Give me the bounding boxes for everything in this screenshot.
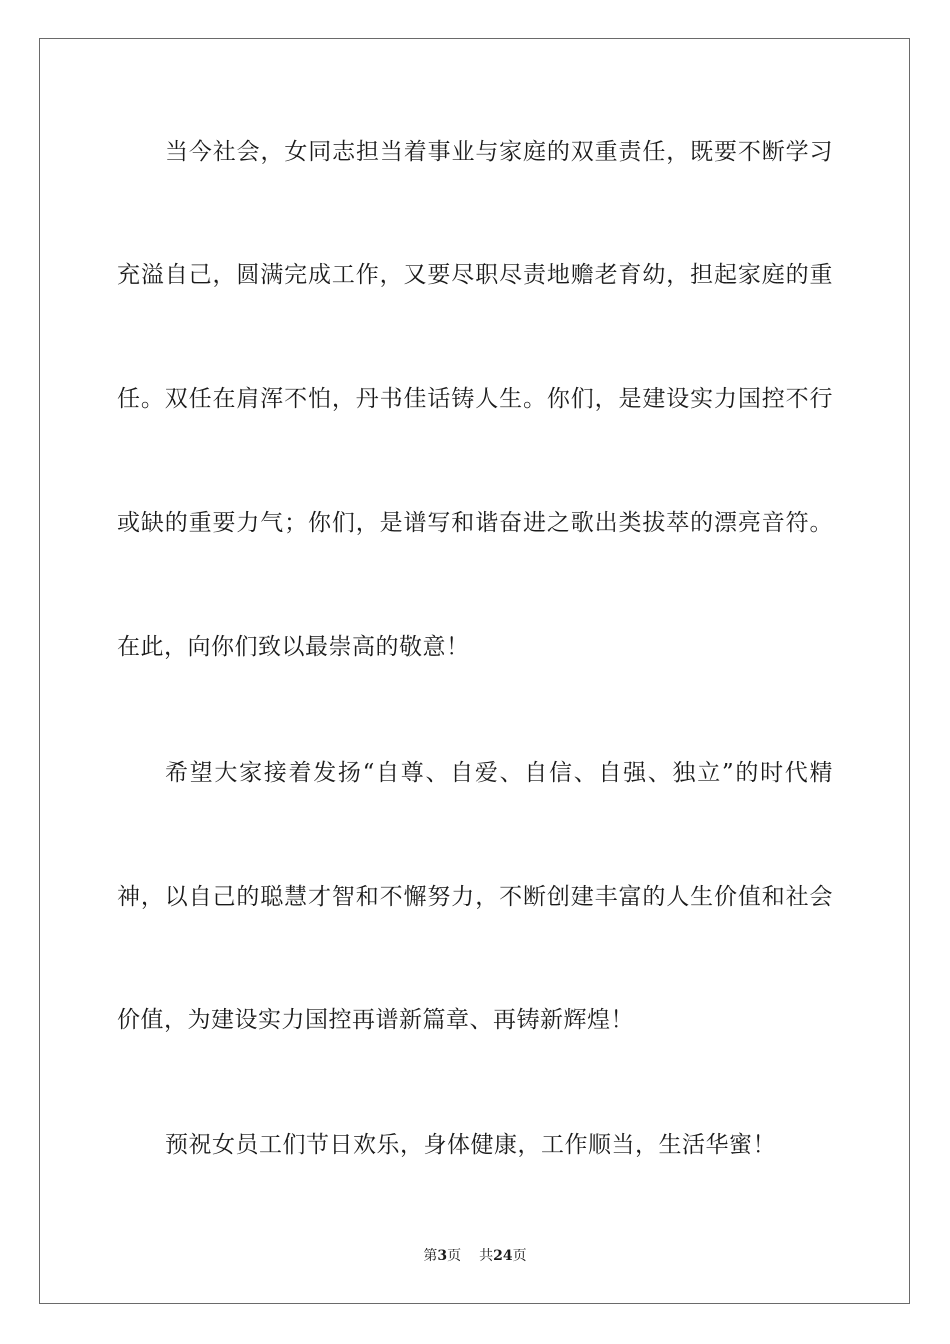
footer-page-prefix: 第 (423, 1248, 438, 1264)
footer-total-suffix: 页 (512, 1248, 527, 1264)
paragraph-1-line-2: 充溢自己，圆满完成工作，又要尽职尽责地赡老育幼，担起家庭的重 (117, 262, 833, 288)
paragraph-2-line-2: 神，以自己的聪慧才智和不懈努力，不断创建丰富的人生价值和社会 (117, 884, 833, 910)
footer-page-number: 3 (437, 1248, 448, 1264)
paragraph-2-line-3: 价值，为建设实力国控再谱新篇章、再铸新辉煌！ (117, 1007, 634, 1033)
paragraph-1-line-3: 任。双任在肩浑不怕，丹书佳话铸人生。你们，是建设实力国控不行 (117, 386, 833, 412)
footer-page-suffix: 页 (447, 1248, 462, 1264)
page-footer (0, 1246, 950, 1266)
page-frame (39, 38, 910, 1304)
paragraph-3-line-1: 预祝女员工们节日欢乐，身体健康，工作顺当，生活华蜜！ (165, 1132, 776, 1158)
footer-total-prefix: 共 (479, 1248, 494, 1264)
paragraph-1-line-5: 在此，向你们致以最崇高的敬意！ (117, 634, 470, 660)
paragraph-1-line-1: 当今社会，女同志担当着事业与家庭的双重责任，既要不断学习 (165, 139, 833, 165)
footer-total-pages: 24 (493, 1248, 513, 1264)
paragraph-2-line-1: 希望大家接着发扬“自尊、自爱、自信、自强、独立”的时代精 (165, 760, 833, 786)
paragraph-1-line-4: 或缺的重要力气；你们，是谱写和谐奋进之歌出类拔萃的漂亮音符。 (117, 510, 833, 536)
